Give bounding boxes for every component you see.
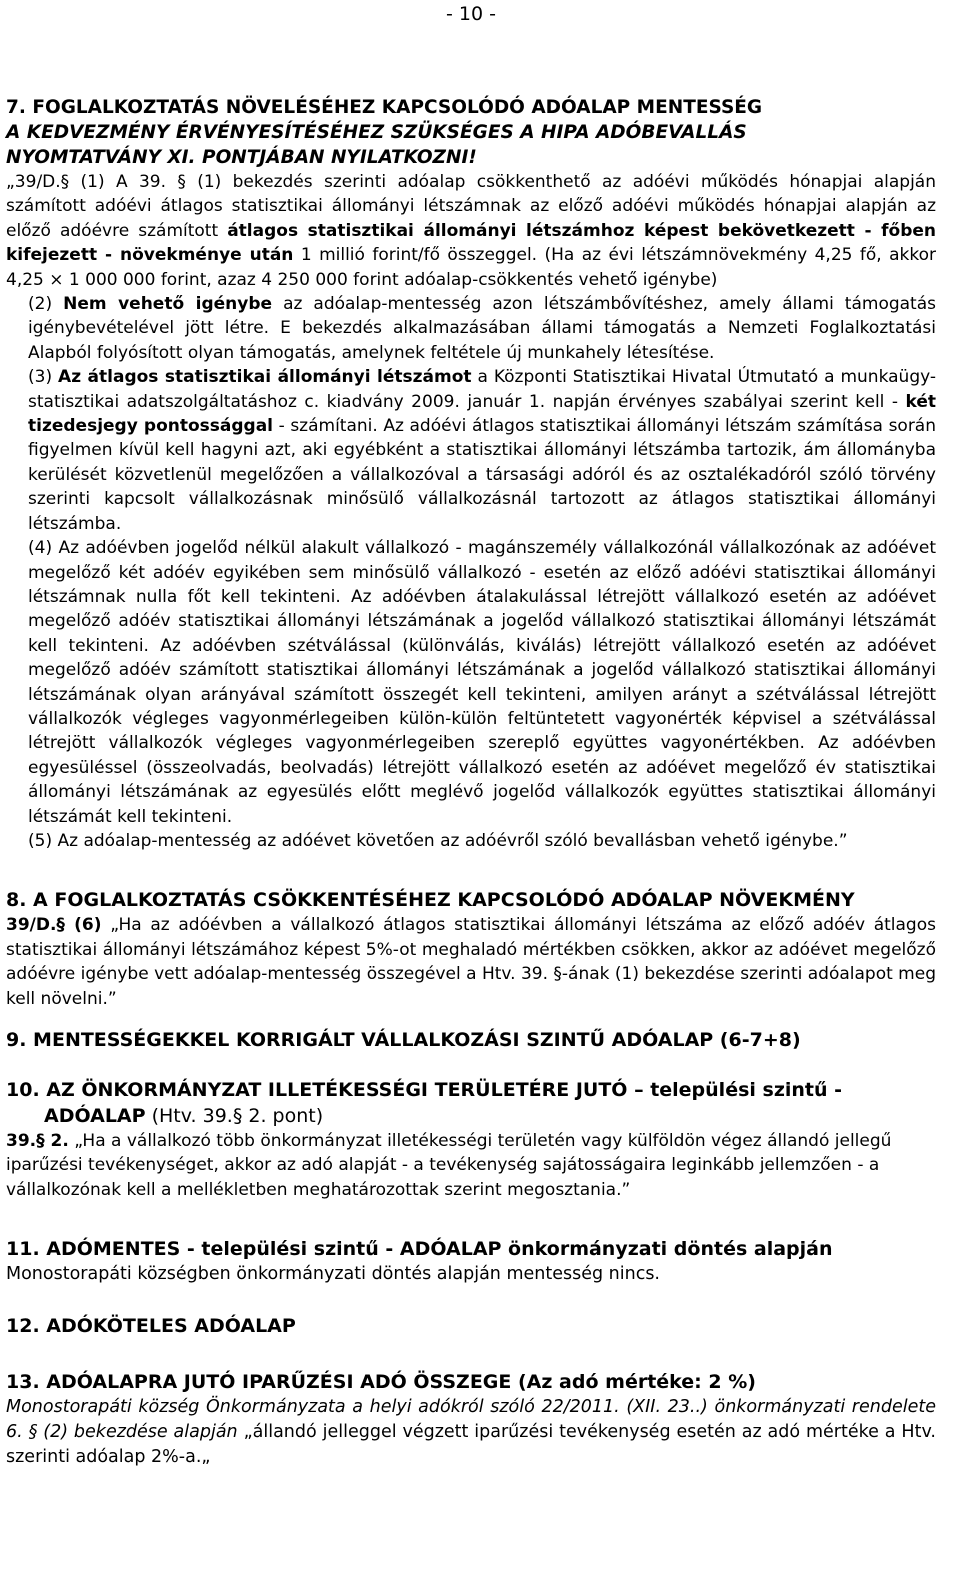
section-10-heading-line-2 [6,1103,936,1129]
section-11-text: Monostorapáti községben önkormányzati döntés alapján mentesség nincs. [6,1264,660,1285]
section-10-heading [6,1077,936,1129]
section-7-paragraph-5: (5) Az adóalap-mentesség az adóévet követően az adóévről szóló bevallásban vehető igénybe.” [28,830,848,851]
section-7-p2-number: (2) [28,294,64,315]
section-7-paragraph-3 [6,365,936,536]
section-12-heading: 12. ADÓKÖTELES ADÓALAP [6,1314,296,1337]
section-7-heading-line-2: A KEDVEZMÉNY ÉRVÉNYESÍTÉSÉHEZ SZÜKSÉGES A HIPA ADÓBEVALLÁS [6,122,747,143]
section-10-text: „Ha a vállalkozó több önkormányzat illetékességi területén vagy külföldön végez állandó jellegű iparűzési tevékenységet, akkor az adó alapját - a tevékenység sajátosságaira leginkább jellemzően - a vállalkozónak kell a mellékletben meghatározottak szerint megosztania.” [6,1131,892,1200]
section-7-ref-text: „39/D.§ (1) A 39. § (1) bekezdés szerinti adóalap csökkenthető az adóévi működés hónapjai alapján számított adóévi átlagos statisztikai állományi létszámnak az előző adóévi működés hónapjai alapján az előző adóévre számított [6,172,936,241]
section-10-paragraph [6,1129,936,1202]
section-13-heading: 13. ADÓALAPRA JUTÓ IPARŰZÉSI ADÓ ÖSSZEGE (Az adó mértéke: 2 %) [6,1370,756,1393]
section-7-heading [6,95,936,170]
section-11-heading: 11. ADÓMENTES - települési szintű - ADÓALAP önkormányzati döntés alapján [6,1238,833,1261]
section-7-paragraph-1 [6,170,936,292]
section-7-text-1: 1 millió forint/fő összeggel. (Ha az évi létszámnövekmény 4,25 fő, akkor 4,25 × 1 000 000 forint, azaz 4 250 000 forint adóalap-csökkentés vehető igénybe) [6,245,936,290]
section-7-paragraph-4: (4) Az adóévben jogelőd nélkül alakult vállalkozó - magánszemély vállalkozónál vállalkozónak az adóévet megelőző két adóév egyikében sem minősülő vállalkozó - esetén az előző adóévi statisztikai állományi létszámnak nulla főt kell tekinteni. Az adóévben átalakulással létrejött vállalkozó esetén az adóévet megelőző adóév statisztikai állományi létszámának a jogelőd vállalkozó statisztikai állományi létszámát kell tekinteni. Az adóévben szétválással (különválás, kiválás) létrejött vállalkozó esetén az adóévet megelőző adóév számított statisztikai állományi létszámának a jogelőd vállalkozó statisztikai állományi létszámának olyan arányával számított összegét kell tekinteni, amilyen arányt a szétválással létrejött vállalkozók végleges vagyonmérlegeiben külön-külön feltüntetett vagyonérték képvisel a szétválással létrejött vállalkozók végleges vagyonmérlegeiben szereplő együttes vagyonértékben. Az adóévben egyesüléssel (összeolvadás, beolvadás) létrejött vállalkozó esetén az adóévet megelőző év statisztikai állományi létszámának az egyesülés előtt meglévő jogelőd vállalkozók együttes statisztikai állományi létszámát kell tekinteni. [28,538,936,827]
document-page [6,0,936,1470]
section-7-bold-phrase: átlagos statisztikai állományi létszámhoz képest bekövetkezett - főben kifejezett - növekménye után [6,220,937,266]
section-10-ref: 39.§ 2. [6,1131,69,1151]
section-7-heading-line-3: NYOMTATVÁNY XI. PONTJÁBAN NYILATKOZNI! [6,147,477,168]
section-10-heading-line-1: 10. AZ ÖNKORMÁNYZAT ILLETÉKESSÉGI TERÜLETÉRE JUTÓ – települési szintű - [6,1079,843,1101]
section-13-paragraph [6,1395,936,1470]
section-10-heading-tail: (Htv. 39.§ 2. pont) [145,1105,324,1127]
section-13-italic: Monostorapáti község Önkormányzata a helyi adókról szóló 22/2011. (XII. 23..) önkormányzati rendelete 6. § (2) bekezdése alapján [6,1396,936,1442]
section-8-paragraph [6,913,936,1011]
section-7-p3-bold: Az átlagos statisztikai állományi létszámot [58,367,472,388]
section-9-heading: 9. MENTESSÉGEKKEL KORRIGÁLT VÁLLALKOZÁSI SZINTŰ ADÓALAP (6-7+8) [6,1029,801,1051]
section-8-ref: 39/D.§ (6) [6,915,102,936]
section-7-p2-bold: Nem vehető igénybe [63,294,273,315]
section-8-heading: 8. A FOGLALKOZTATÁS CSÖKKENTÉSÉHEZ KAPCSOLÓDÓ ADÓALAP NÖVEKMÉNY [6,889,855,912]
section-7-p3-number: (3) [28,367,59,388]
page-number: - 10 - [446,3,496,25]
section-7-paragraph-2 [6,292,936,365]
section-7-p3-text: a Központi Statisztikai Hivatal Útmutató a munkaügy-statisztikai adatszolgáltatáshoz c. kiadvány 2009. január 1. napján érvényes szabályai szerint kell - [28,367,936,412]
section-7-p2-text: az adóalap-mentesség azon létszámbővítéshez, amely állami támogatás igénybevételével jött létre. E bekezdés alkalmazásában állami támogatás a Nemzeti Foglalkoztatási Alapból folyósított olyan támogatás, amelynek feltétele új munkahely létesítése. [28,294,936,363]
section-8-text: „Ha az adóévben a vállalkozó átlagos statisztikai állományi létszáma az előző adóév átlagos statisztikai állományi létszámához képest 5%-ot meghaladó mértékben csökken, akkor az adóévet megelőző adóévre igénybe vett adóalap-mentesség összegével a Htv. 39. §-ának (1) bekezdése szerinti adóalapot meg kell növelni.” [6,915,936,1009]
section-7-heading-line-1: 7. FOGLALKOZTATÁS NÖVELÉSÉHEZ KAPCSOLÓDÓ ADÓALAP MENTESSÉG [6,97,763,118]
section-10-heading-adoalap: ADÓALAP [44,1105,146,1127]
section-7-p3-bold-2: két tizedesjegy pontossággal [28,391,936,437]
section-7-p3-text-2: - számítani. Az adóévi átlagos statisztikai állományi létszám számítása során figyelmen kívül kell hagyni azt, aki egyébként a statisztikai állományi létszámba tartozik, ám állományba kerülését közvetlenül megelőzően a vállalkozóval a társasági adóról és az osztalékadóról szóló törvény szerinti kapcsolt vállalkozásnak minősülő vállalkozásnál tartozott az átlagos statisztikai állományi létszámba. [28,416,937,534]
section-13-text: „állandó jelleggel végzett iparűzési tevékenység esetén az adó mértéke a Htv. szerinti adóalap 2%-a.„ [6,1421,936,1467]
